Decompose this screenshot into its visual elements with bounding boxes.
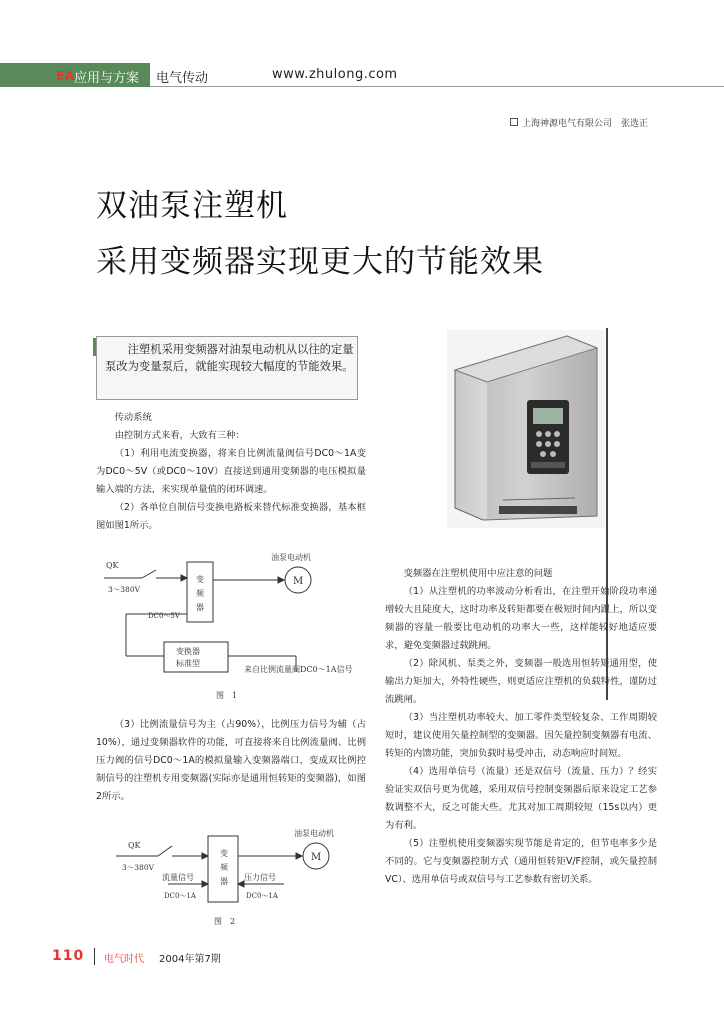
keypad-button [536, 431, 542, 437]
inverter-display-screen [533, 408, 563, 424]
fig2-arrow [202, 853, 208, 859]
fig1-caption: 图 1 [216, 691, 238, 700]
fig1-qk-label: QK [106, 561, 119, 570]
fig2-inverter-char: 器 [220, 877, 228, 886]
header-ea-tag: EA [56, 68, 75, 83]
fig2-voltage-label: 3～380V [122, 863, 155, 872]
paragraph: （1）从注塑机的功率波动分析看出，在注塑开始阶段功率递增较大且陡度大，这时功率及转矩都要在极短时间内跟上，所以变频器的容量一般要比电动机的功率大一些，这样能较好地适应要求，避免变频器过载跳闸。 [385, 586, 657, 651]
paragraph: （3）比例流量信号为主（占90%），比例压力信号为辅（占10%），通过变频器软件的功能，可直接将来自比例流量阀、比例压力阀的信号DC0～1A的模拟量输入变频器端口，变成双比例控制信号的注塑机专用变频器(实际亦是通用恒转矩的变频器)，如图2所示。 [96, 719, 366, 802]
keypad-button [536, 441, 542, 447]
section-heading-issues: 变频器在注塑机使用中应注意的问题 [403, 568, 553, 579]
fig1-arrow [181, 575, 187, 581]
keypad-button [550, 451, 556, 457]
header-url[interactable]: www.zhulong.com [272, 67, 398, 82]
section-heading-drive-system: 传动系统 [114, 412, 152, 423]
keypad-button [545, 431, 551, 437]
fig2-arrow [296, 853, 302, 859]
header-rule [150, 86, 724, 87]
fig2-dc-right: DC0～1A [246, 892, 278, 900]
keypad-button [554, 431, 560, 437]
footer-issue: 2004年第7期 [159, 954, 221, 965]
fig2-qk-label: QK [128, 841, 141, 850]
fig1-converter-text: 变换器 [176, 647, 200, 656]
fig1-inverter-char: 频 [196, 589, 204, 598]
fig1-inverter-char: 变 [196, 575, 204, 584]
title-line-1: 双油泵注塑机 [96, 188, 288, 224]
fig2-inverter-char: 频 [220, 863, 228, 872]
paragraph: （1）利用电流变换器，将来自比例流量阀信号DC0～1A变为DC0～5V（或DC0～10V）直接送到通用变频器的电压模拟量输入端的方法，来实现单量值的闭环调速。 [96, 448, 366, 495]
abstract-box: 注塑机采用变频器对油泵电动机从以往的定量泵改为变量泵后，就能实现较大幅度的节能效果。 [96, 336, 358, 400]
title-line-2: 采用变频器实现更大的节能效果 [96, 244, 544, 280]
fig2-motor-label: 油泵电动机 [294, 829, 334, 838]
square-bullet-icon [510, 118, 518, 126]
figure-1-diagram [96, 548, 376, 700]
paragraph: 由控制方式来看，大致有三种： [114, 430, 245, 441]
keypad-button [545, 441, 551, 447]
fig1-motor-label: 油泵电动机 [271, 553, 311, 562]
left-column-top [96, 409, 366, 535]
author-line [510, 116, 648, 129]
paragraph: （5）注塑机使用变频器实现节能是肯定的，但节电率多少是不同的。它与变频器控制方式（通用恒转矩V/F控制，或矢量控制VC）、选用单信号或双信号与工艺参数有密切关系。 [385, 838, 657, 885]
inverter-bottom-vent [499, 506, 577, 514]
fig2-pressure-signal: 压力信号 [244, 873, 276, 882]
inverter-product-photo [447, 330, 605, 528]
right-column [385, 565, 657, 889]
paragraph: （2）除风机、泵类之外，变频器一般选用恒转矩通用型，使输出力矩加大，外特性硬些，则更适应注塑机的负载特性，谨防过流跳闸。 [385, 658, 657, 705]
page-number: 110 [52, 948, 85, 964]
fig1-signal-label: 来自比例流量阀DC0～1A信号 [244, 665, 353, 674]
header-subsection: 电气传动 [156, 71, 209, 86]
fig2-flow-signal: 流量信号 [162, 873, 194, 882]
paragraph: （4）选用单信号（流量）还是双信号（流量、压力）？经实验证实双信号更为优越，采用双信号控制变频器后原来设定工艺参数调整不大，反之可能大些。尤其对加工周期较短（15s以内）更为有利。 [385, 766, 657, 831]
paragraph: （2）各单位自制信号变换电路板来替代标准变换器，基本框图如图1所示。 [96, 502, 366, 531]
fig1-dc-label: DC0～5V [148, 612, 180, 620]
fig2-motor-symbol: M [311, 852, 322, 863]
header-section: 应用与方案 [74, 71, 140, 86]
fig2-switch [158, 846, 172, 856]
fig2-inverter-char: 变 [220, 849, 228, 858]
fig2-arrow [202, 881, 208, 887]
left-column-bottom [96, 716, 366, 806]
footer-magazine: 电气时代 [104, 954, 144, 965]
fig1-inverter-char: 器 [196, 603, 204, 612]
paragraph: （3）当注塑机功率较大、加工零件类型较复杂、工作周期较短时，建议使用矢量控制型的变频器。因矢量控制变频器有电流、转矩的内馈功能，突加负载时易受冲击，动态响应时间短。 [385, 712, 657, 759]
fig1-arrow [278, 577, 284, 583]
author-text: 上海神源电气有限公司 张选正 [522, 119, 649, 129]
fig2-dc-left: DC0～1A [164, 892, 196, 900]
footer-divider [94, 948, 95, 965]
keypad-brand-strip [531, 462, 565, 468]
fig1-motor-symbol: M [293, 576, 304, 587]
figure-2-diagram [96, 824, 366, 936]
keypad-button [540, 451, 546, 457]
fig1-switch [142, 570, 156, 578]
keypad-button [554, 441, 560, 447]
fig2-caption: 图 2 [214, 917, 236, 926]
fig1-voltage-label: 3～380V [108, 585, 141, 594]
fig1-converter-text: 标准型 [176, 659, 200, 668]
